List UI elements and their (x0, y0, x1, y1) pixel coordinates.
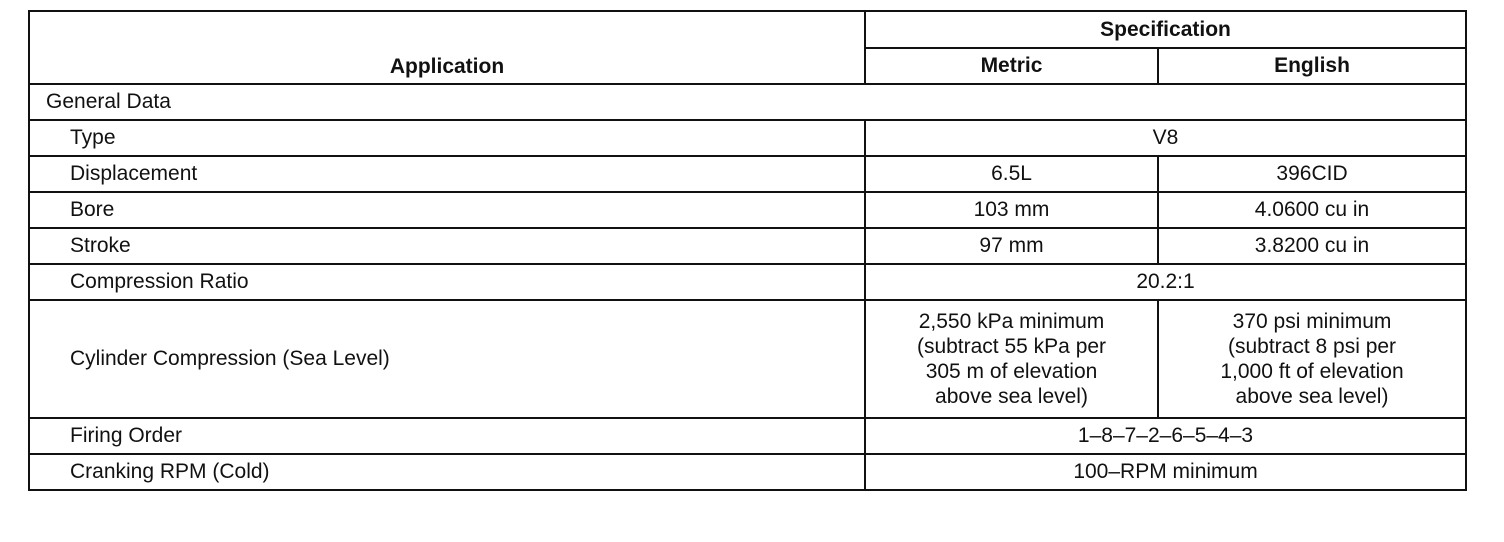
section-row (29, 84, 1466, 120)
section-label-general-data: General Data (29, 84, 1466, 120)
engine-specifications-table (28, 10, 1467, 491)
row-value-english: 396CID (1158, 156, 1466, 192)
row-value-english: 4.0600 cu in (1158, 192, 1466, 228)
table-row-type (29, 120, 1466, 156)
row-value-span: 1–8–7–2–6–5–4–3 (865, 418, 1466, 454)
table-row-firing-order (29, 418, 1466, 454)
row-value-metric: 2,550 kPa minimum (subtract 55 kPa per 305 m of elevation above sea level) (865, 300, 1158, 418)
table-row-bore (29, 192, 1466, 228)
table-row-cranking-rpm (29, 454, 1466, 490)
table-row-stroke (29, 228, 1466, 264)
application-header: Application (29, 11, 865, 84)
metric-header: Metric (865, 48, 1158, 84)
header-row-1 (29, 11, 1466, 48)
row-label: Firing Order (29, 418, 865, 454)
row-value-metric: 97 mm (865, 228, 1158, 264)
table-row-compression-ratio (29, 264, 1466, 300)
row-label: Bore (29, 192, 865, 228)
table-row-displacement (29, 156, 1466, 192)
row-value-span: 20.2:1 (865, 264, 1466, 300)
row-value-span: V8 (865, 120, 1466, 156)
row-label: Displacement (29, 156, 865, 192)
row-value-english: 370 psi minimum (subtract 8 psi per 1,000 ft of elevation above sea level) (1158, 300, 1466, 418)
row-label: Stroke (29, 228, 865, 264)
row-label: Cranking RPM (Cold) (29, 454, 865, 490)
table-row-cylinder-compression (29, 300, 1466, 418)
row-label: Cylinder Compression (Sea Level) (29, 300, 865, 418)
english-header: English (1158, 48, 1466, 84)
row-value-span: 100–RPM minimum (865, 454, 1466, 490)
row-label: Compression Ratio (29, 264, 865, 300)
row-label: Type (29, 120, 865, 156)
row-value-metric: 6.5L (865, 156, 1158, 192)
row-value-english: 3.8200 cu in (1158, 228, 1466, 264)
row-value-metric: 103 mm (865, 192, 1158, 228)
specification-header: Specification (865, 11, 1466, 48)
